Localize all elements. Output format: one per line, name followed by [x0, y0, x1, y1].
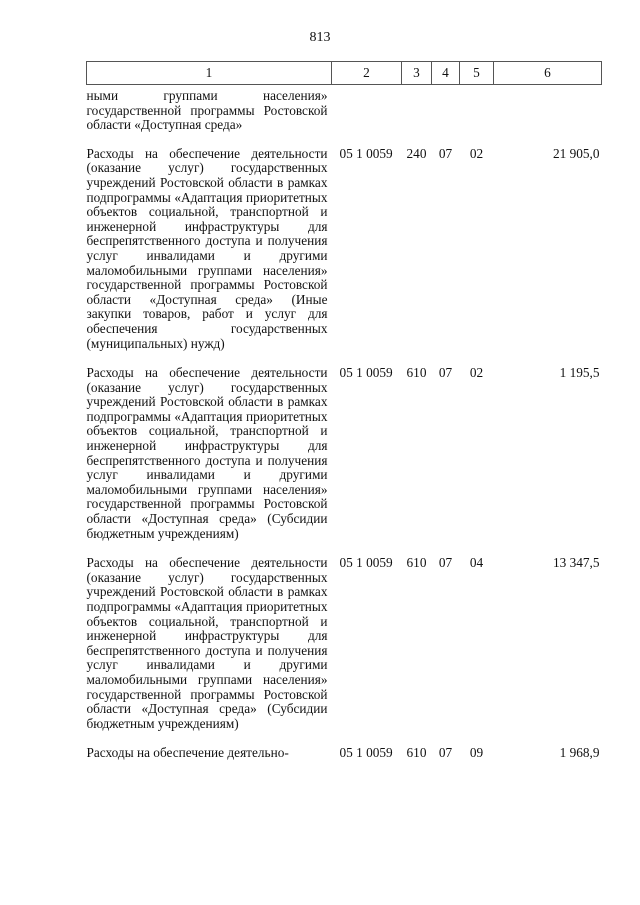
continuation-text: ными группами населения» государственной программы Ростовской области «Доступная среда»: [86, 88, 328, 133]
row-amount: 21 905,0: [552, 145, 600, 161]
row-csr: 05 1 0059: [339, 745, 393, 761]
row-vr: 240: [406, 145, 427, 161]
row-pr: 09: [469, 745, 484, 761]
row-rz: 07: [438, 745, 453, 761]
row-csr: 05 1 0059: [339, 365, 393, 381]
table-row: [87, 746, 602, 761]
row-description: Расходы на обеспечение деятельности (оказание услуг) государственных учреждений Ростовской области в рамках подпрограммы «Адаптация приоритетных объектов социальной, транспортной и инженерной инфраструктуры для беспрепятственного доступа и получения услуг инвалидами и другими маломобильными группами населения» государственной программы Ростовской области «Доступная среда» (Субсидии бюджетным учреждениям): [86, 365, 328, 541]
row-rz: 07: [438, 365, 453, 381]
header-col-2: 2: [332, 62, 402, 85]
table-body: [87, 85, 602, 761]
row-amount: 1 195,5: [559, 365, 600, 381]
header-col-6: 6: [494, 62, 602, 85]
header-col-3: 3: [402, 62, 432, 85]
row-amount: 1 968,9: [559, 745, 600, 761]
row-description: Расходы на обеспечение деятельности (оказание услуг) государственных учреждений Ростовской области в рамках подпрограммы «Адаптация приоритетных объектов социальной, транспортной и инженерной инфраструктуры для беспрепятственного доступа и получения услуг инвалидами и другими маломобильными группами населения» государственной программы Ростовской области «Доступная среда» (Иные закупки товаров, работ и услуг для обеспечения государственных (муниципальных) нужд): [86, 145, 328, 351]
header-col-1: 1: [87, 62, 332, 85]
row-csr: 05 1 0059: [339, 145, 393, 161]
continuation-row: [87, 85, 602, 147]
row-pr: 02: [469, 365, 484, 381]
table-row: [87, 147, 602, 366]
budget-table: [86, 61, 602, 761]
header-col-5: 5: [460, 62, 494, 85]
table-row: [87, 366, 602, 556]
row-pr: 02: [469, 145, 484, 161]
row-rz: 07: [438, 145, 453, 161]
header-row: [87, 62, 602, 85]
row-description: Расходы на обеспечение деятельно-: [86, 745, 289, 761]
table-row: [87, 556, 602, 746]
row-rz: 07: [438, 555, 453, 571]
table-header: [87, 62, 602, 85]
row-description: Расходы на обеспечение деятельности (оказание услуг) государственных учреждений Ростовской области в рамках подпрограммы «Адаптация приоритетных объектов социальной, транспортной и инженерной инфраструктуры для беспрепятственного доступа и получения услуг инвалидами и другими маломобильными группами населения» государственной программы Ростовской области «Доступная среда» (Субсидии бюджетным учреждениям): [86, 555, 328, 731]
row-vr: 610: [406, 365, 427, 381]
row-csr: 05 1 0059: [339, 555, 393, 571]
row-vr: 610: [406, 745, 427, 761]
header-col-4: 4: [432, 62, 460, 85]
row-amount: 13 347,5: [552, 555, 600, 571]
row-pr: 04: [469, 555, 484, 571]
row-vr: 610: [406, 555, 427, 571]
page-number: 813: [309, 30, 331, 45]
